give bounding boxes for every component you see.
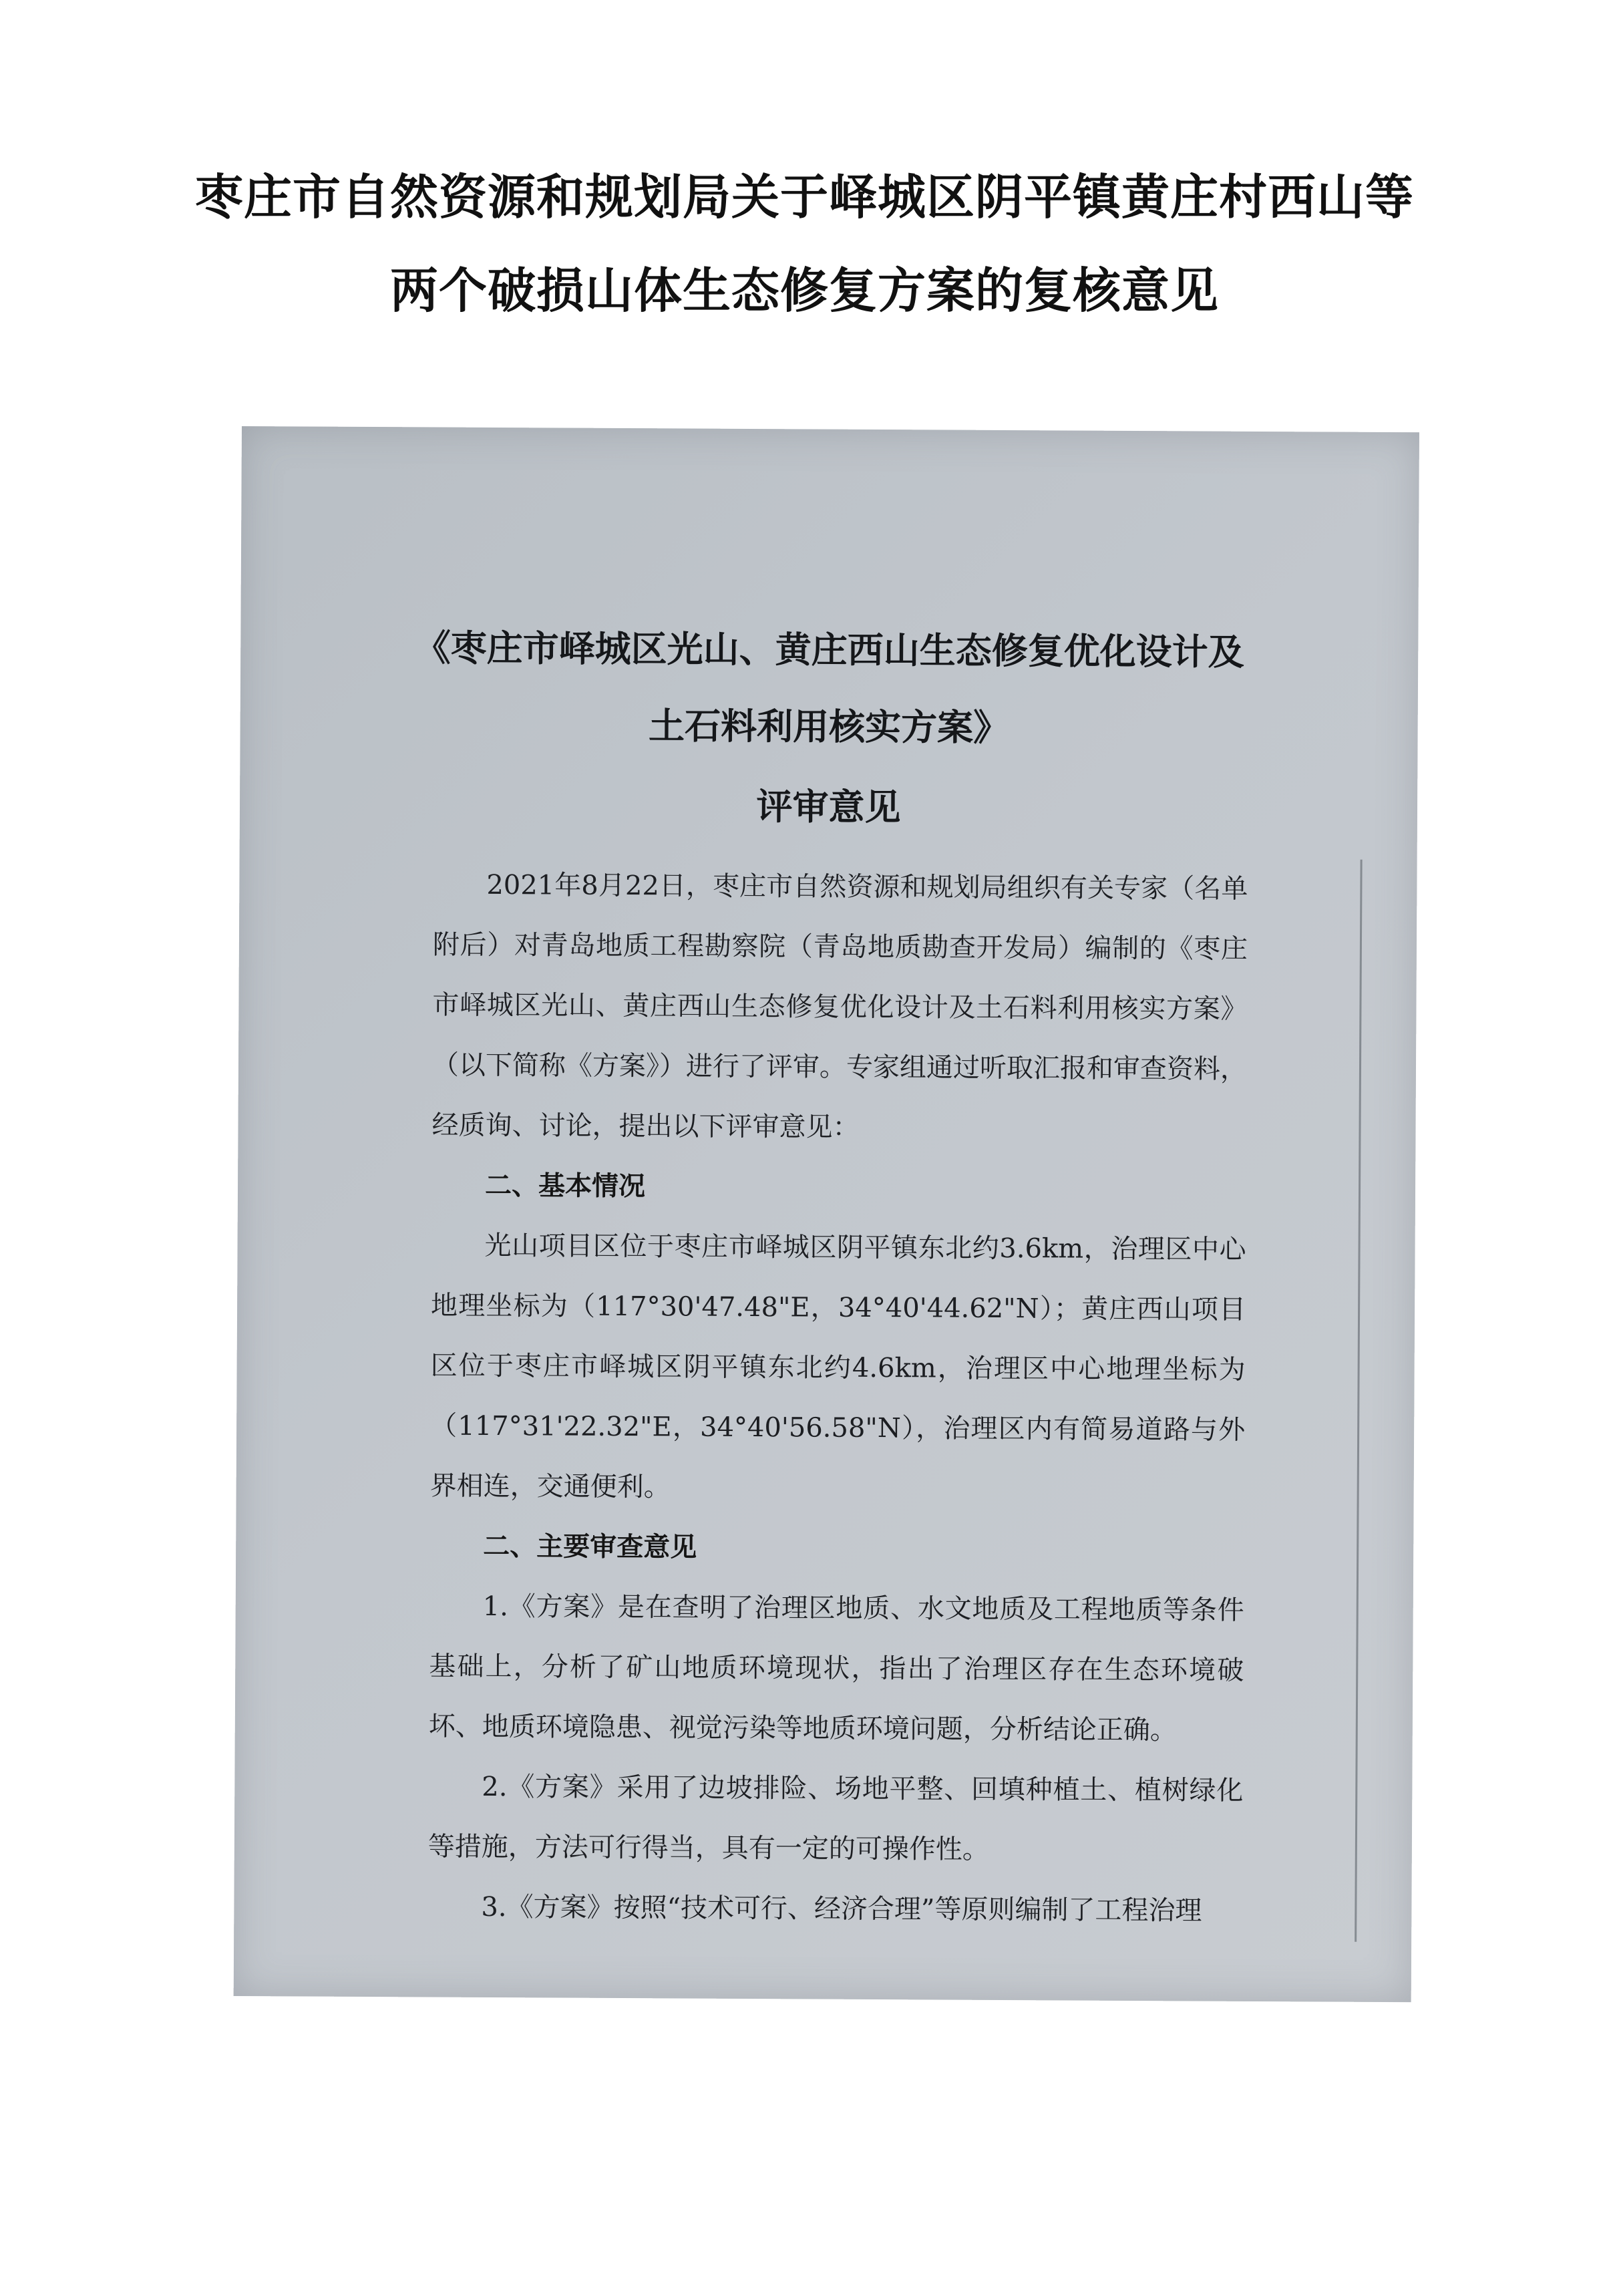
document-title-line2: 土石料利用核实方案》 <box>648 704 1010 750</box>
document-subtitle: 评审意见 <box>756 785 901 829</box>
basic-info-paragraph: 光山项目区位于枣庄市峄城区阴平镇东北约3.6km，治理区中心地理坐标为（117°30'47.48"E，34°40'44.62"N）；黄庄西山项目区位于枣庄市峄城区阴平镇东北约4.6km，治理区中心地理坐标为（117°31'22.32"E，34°40'56.58"N），治理区内有简易道路与外界相连，交通便利。 <box>429 1230 1246 1503</box>
review-item-3: 3.《方案》按照“技术可行、经济合理”等原则编制了工程治理 <box>481 1891 1202 1927</box>
section-heading-basic: 二、基本情况 <box>484 1169 646 1202</box>
review-item-2: 2.《方案》采用了边坡排险、场地平整、回填种植土、植树绿化等措施，方法可行得当，具有一定的可操作性。 <box>427 1771 1244 1865</box>
intro-paragraph: 2021年8月22日，枣庄市自然资源和规划局组织有关专家（名单附后）对青岛地质工程勘察院（青岛地质勘查开发局）编制的《枣庄市峄城区光山、黄庄西山生态修复优化设计及土石料利用核实方案》（以下简称《方案》）进行了评审。专家组通过听取汇报和审查资料，经质询、讨论，提出以下评审意见： <box>431 869 1248 1143</box>
section-heading-review: 二、主要审查意见 <box>483 1530 697 1563</box>
scanned-document <box>234 426 1419 2002</box>
page-title-line2: 两个破损山体生态修复方案的复核意见 <box>389 262 1219 319</box>
document-title-line1: 《枣庄市峄城区光山、黄庄西山生态修复优化设计及 <box>414 626 1244 673</box>
scanned-text-area <box>234 426 1419 2002</box>
review-item-1: 1.《方案》是在查明了治理区地质、水文地质及工程地质等条件基础上，分析了矿山地质环境现状，指出了治理区存在生态环境破坏、地质环境隐患、视觉污染等地质环境问题，分析结论正确。 <box>428 1591 1244 1746</box>
page-title-line1: 枣庄市自然资源和规划局关于峄城区阴平镇黄庄村西山等 <box>194 168 1414 225</box>
